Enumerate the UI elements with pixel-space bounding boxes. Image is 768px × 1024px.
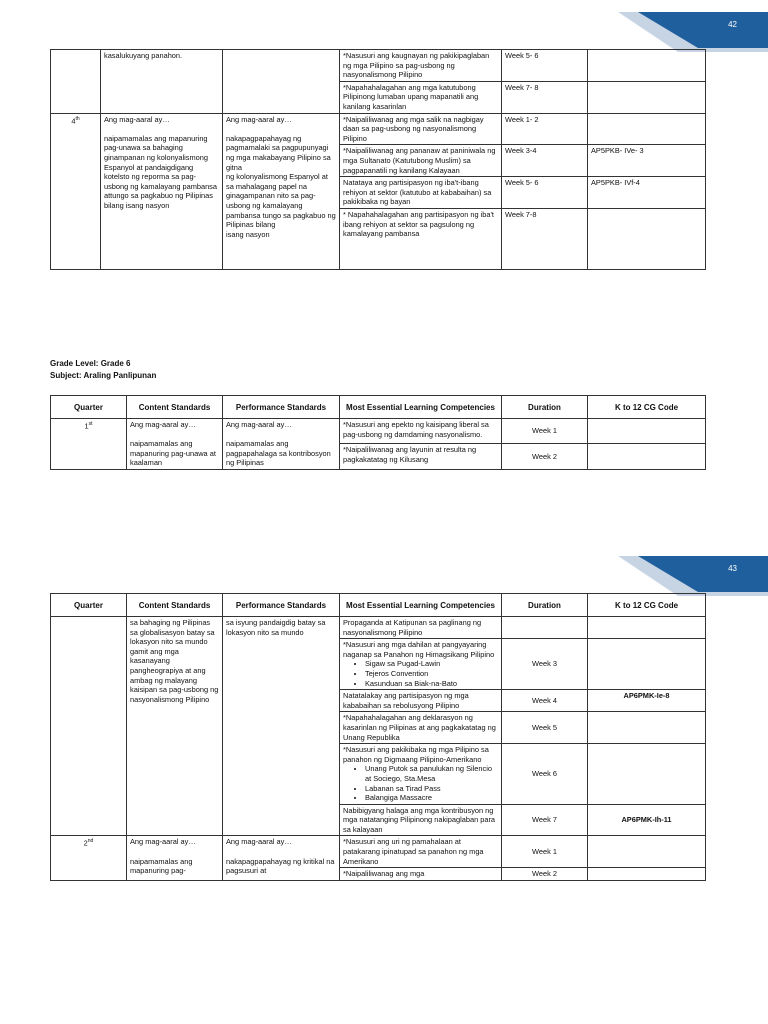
list-item: • Labanan sa Tirad Pass bbox=[365, 784, 498, 794]
competency-cell: Nabibigyang halaga ang mga kontribusyon ng mga natatanging Pilipinong nakipaglaban para sa kalayaan bbox=[340, 804, 502, 836]
performance-standard-cell: Ang mag-aaral ay… nakapagpapahayag ng pagmamalaki sa pagpupunyagi ng mga makabayang Pilipino sa gitna ng kolonyalismong Espanyol at sa mahalagang papel na ginagampanan nito sa pag- usbong ng kamalayang pambansa tungo sa pagkabuo ng Pilipinas bilang isang nasyon bbox=[223, 113, 340, 269]
table-row bbox=[51, 836, 706, 868]
curriculum-table-continued bbox=[50, 593, 706, 881]
competency-cell: *Napahahalagahan ang mga katutubong Pilipinong lumaban upang mapanatili ang kanilang kasarinlan bbox=[340, 81, 502, 113]
header-duration: Duration bbox=[502, 594, 588, 617]
competency-cell: Natataya ang partisipasyon ng iba't-ibang rehiyon at sektor (katutubo at kababaihan) sa pakikibaka ng bayan bbox=[340, 177, 502, 209]
page-number: 42 bbox=[728, 20, 737, 29]
competency-cell: *Nasusuri ang mga dahilan at pangyayaring naganap sa Panahon ng Himagsikang Pilipino • Sigaw sa Pugad-Lawin • Tejeros Convention • Kasunduan sa Biak-na-Bato bbox=[340, 639, 502, 690]
competency-cell: Propaganda at Katipunan sa paglinang ng nasyonalismong Pilipino bbox=[340, 617, 502, 639]
quarter-cell: 2nd bbox=[51, 836, 127, 880]
content-standard-cell: Ang mag-aaral ay… naipamamalas ang mapanuring pag-unawa sa bahaging ginampanan ng kolonyalismong Espanyol at pandaigdigang kotelsto ng reporma sa pag- usbong ng kamalayang pambansa attungo sa pagkabuo ng Pilipinas bilang isang nasyon bbox=[101, 113, 223, 269]
competency-cell: * Napahahalagahan ang partisipasyon ng iba't ibang rehiyon at sektor sa pagsulong ng kamalayang pambansa bbox=[340, 208, 502, 269]
header-performance-standards: Performance Standards bbox=[223, 594, 340, 617]
header-cg-code: K to 12 CG Code bbox=[588, 594, 706, 617]
header-melc: Most Essential Learning Competencies bbox=[340, 396, 502, 419]
list-item: • Balangiga Massacre bbox=[365, 793, 498, 803]
cg-code-cell: AP6PMK-Ih-11 bbox=[588, 804, 706, 836]
content-standard-cell: Ang mag-aaral ay… naipamamalas ang mapanuring pag-unawa at kaalaman bbox=[127, 419, 223, 470]
event-list bbox=[343, 659, 498, 688]
curriculum-table-continued bbox=[50, 49, 706, 270]
duration-cell: Week 5- 6 bbox=[502, 177, 588, 209]
content-standard-cell: sa bahaging ng Pilipinas sa globalisasyon batay sa lokasyon nito sa mundo gamit ang mga kasanayang pangheograpiya at ang ambag ng malayang kaisipan sa pag-usbong ng nasyonalismong Pilipino bbox=[127, 617, 223, 836]
competency-cell: *Naipaliliwanag ang layunin at resulta ng pagkakatatag ng Kilusang bbox=[340, 444, 502, 469]
duration-cell: Week 1 bbox=[502, 419, 588, 444]
duration-cell: Week 5- 6 bbox=[502, 50, 588, 82]
header-melc: Most Essential Learning Competencies bbox=[340, 594, 502, 617]
duration-cell: Week 4 bbox=[502, 690, 588, 712]
curriculum-table-grade6 bbox=[50, 395, 706, 470]
competency-cell: *Nasusuri ang pakikibaka ng mga Pilipino sa panahon ng Digmaang Pilipino-Amerikano • Unang Putok sa panulukan ng Silencio at Sociego, Sta.Mesa • Labanan sa Tirad Pass • Balangiga Massacre bbox=[340, 744, 502, 805]
content-standard-cell: kasalukuyang panahon. bbox=[101, 50, 223, 114]
page-corner-decoration bbox=[618, 12, 768, 52]
header-content-standards: Content Standards bbox=[127, 594, 223, 617]
performance-standard-cell: Ang mag-aaral ay… nakapagpapahayag ng kritikal na pagsusuri at bbox=[223, 836, 340, 880]
header-content-standards: Content Standards bbox=[127, 396, 223, 419]
grade-level: Grade Level: Grade 6 bbox=[50, 359, 131, 368]
competency-cell: *Naipaliliwanag ang mga salik na nagbigay daan sa pag-usbong ng nasyonalismong Pilipino bbox=[340, 113, 502, 145]
page-number: 43 bbox=[728, 564, 737, 573]
list-item: • Kasunduan sa Biak-na-Bato bbox=[365, 679, 498, 689]
duration-cell: Week 3-4 bbox=[502, 145, 588, 177]
competency-cell: *Naipaliliwanag ang pananaw at paniniwala ng mga Sultanato (Katutubong Muslim) sa pagpapanatili ng kanilang Kalayaan bbox=[340, 145, 502, 177]
competency-cell: Natatalakay ang partisipasyon ng mga kababaihan sa rebolusyong Pilipino bbox=[340, 690, 502, 712]
duration-cell: Week 7 bbox=[502, 804, 588, 836]
header-duration: Duration bbox=[502, 396, 588, 419]
competency-cell: *Nasusuri ang kaugnayan ng pakikipaglaban ng mga Pilipino sa pag-usbong ng nasyonalismong Pilipino bbox=[340, 50, 502, 82]
duration-cell: Week 5 bbox=[502, 712, 588, 744]
event-list bbox=[343, 764, 498, 802]
list-item: • Sigaw sa Pugad-Lawin bbox=[365, 659, 498, 669]
quarter-cell: 4th bbox=[51, 113, 101, 269]
table-row bbox=[51, 617, 706, 639]
duration-cell: Week 7-8 bbox=[502, 208, 588, 269]
cg-code-cell: AP6PMK-Ie-8 bbox=[588, 690, 706, 712]
competency-cell: *Nasusuri ang uri ng pamahalaan at patakarang ipinatupad sa panahon ng mga Amerikano bbox=[340, 836, 502, 868]
table-row bbox=[51, 113, 706, 145]
page-corner-decoration bbox=[618, 556, 768, 596]
table-header-row bbox=[51, 594, 706, 617]
header-quarter: Quarter bbox=[51, 396, 127, 419]
duration-cell: Week 2 bbox=[502, 868, 588, 881]
table-header-row bbox=[51, 396, 706, 419]
performance-standard-cell: Ang mag-aaral ay… naipamamalas ang pagpapahalaga sa kontribosyon ng Pilipinas bbox=[223, 419, 340, 470]
header-quarter: Quarter bbox=[51, 594, 127, 617]
header-performance-standards: Performance Standards bbox=[223, 396, 340, 419]
quarter-cell: 1st bbox=[51, 419, 127, 470]
performance-standard-cell: sa isyung pandaigdig batay sa lokasyon nito sa mundo bbox=[223, 617, 340, 836]
duration-cell: Week 6 bbox=[502, 744, 588, 805]
header-cg-code: K to 12 CG Code bbox=[588, 396, 706, 419]
duration-cell: Week 2 bbox=[502, 444, 588, 469]
duration-cell: Week 3 bbox=[502, 639, 588, 690]
competency-cell: *Napahahalagahan ang deklarasyon ng kasarinlan ng Pilipinas at ang pagkakatatag ng Unang Republika bbox=[340, 712, 502, 744]
duration-cell: Week 1 bbox=[502, 836, 588, 868]
duration-cell: Week 1- 2 bbox=[502, 113, 588, 145]
duration-cell: Week 7- 8 bbox=[502, 81, 588, 113]
list-item: • Unang Putok sa panulukan ng Silencio at Sociego, Sta.Mesa bbox=[365, 764, 498, 783]
content-standard-cell: Ang mag-aaral ay… naipamamalas ang mapanuring pag- bbox=[127, 836, 223, 880]
cg-code-cell: AP5PKB- IVf-4 bbox=[588, 177, 706, 209]
list-item: • Tejeros Convention bbox=[365, 669, 498, 679]
table-row bbox=[51, 419, 706, 444]
subject: Subject: Araling Panlipunan bbox=[50, 371, 157, 380]
page-43 bbox=[0, 520, 768, 1024]
competency-cell: *Nasusuri ang epekto ng kaisipang liberal sa pag-usbong ng damdaming nasyonalismo. bbox=[340, 419, 502, 444]
competency-cell: *Naipaliliwanag ang mga bbox=[340, 868, 502, 881]
table-row bbox=[51, 50, 706, 82]
cg-code-cell: AP5PKB- IVe- 3 bbox=[588, 145, 706, 177]
